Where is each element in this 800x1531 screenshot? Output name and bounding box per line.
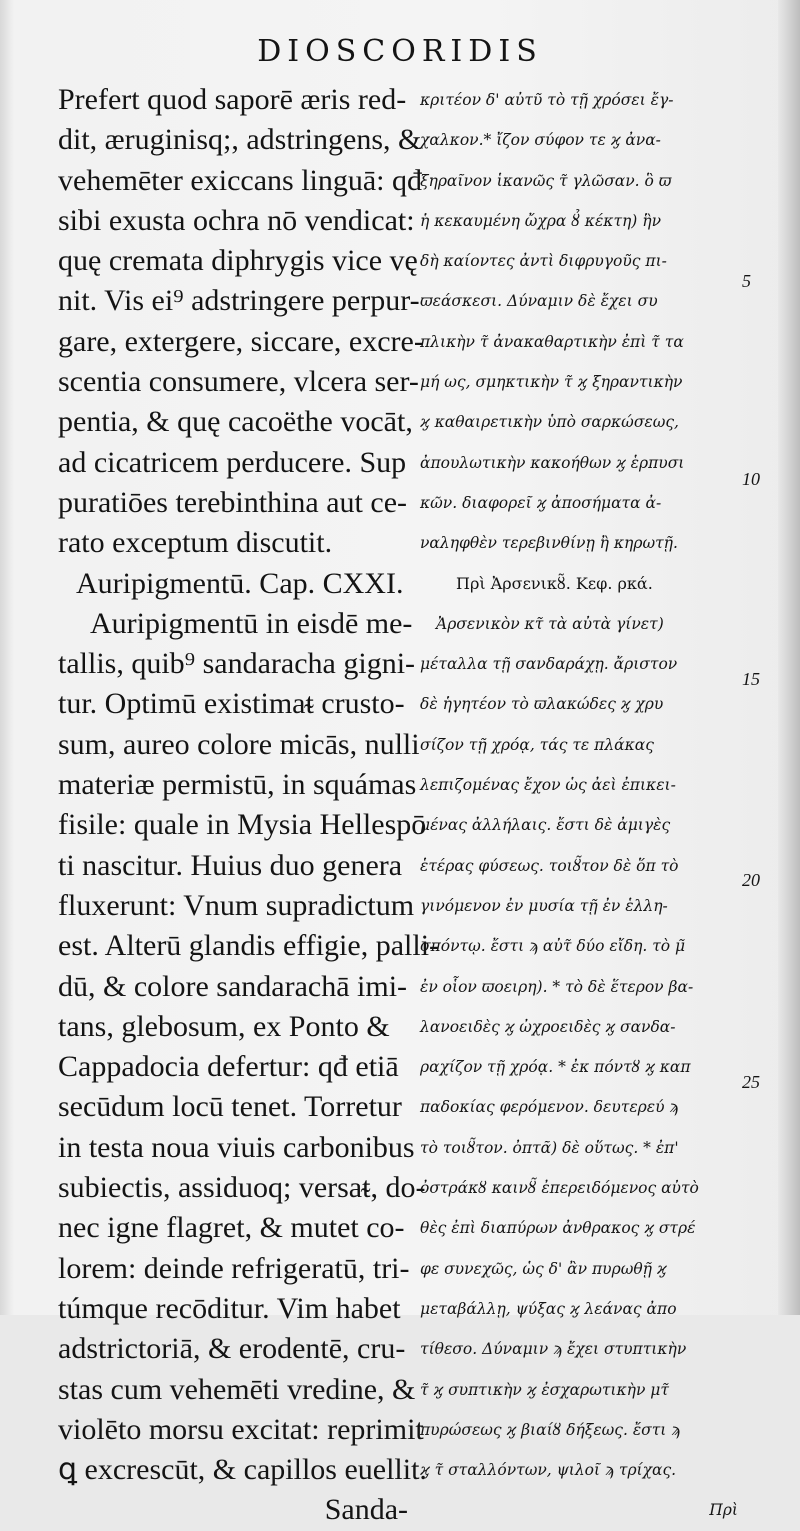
latin-line: Prefert quod saporē æris red- [58,83,407,116]
greek-line: λεπιζομένας ἔχον ὡς ἀεὶ ἐπικει- [420,776,676,795]
latin-line: scentia consumere, vlcera ser- [58,365,419,399]
latin-line: materiæ permistū, in squámas [58,768,417,802]
latin-line: dū, & colore sandarachā imi- [58,969,408,1003]
latin-line: tans, glebosum, ex Ponto & [58,1009,390,1043]
greek-line: φε συνεχῶς, ὡς δ' ἂν πυρωθῇ ϗ [420,1259,667,1278]
greek-line: ϗ τ̃ σταλλόντων, ψιλοῖ ϡ τρίχας. [420,1461,677,1480]
greek-line: ἑτέρας φύσεως. τοιȣ̃τον δὲ ὅπ τὸ [420,856,679,875]
line-number: 25 [742,1072,760,1092]
latin-line: gare, extergere, siccare, excre- [58,324,424,358]
latin-line: nec igne flagret, & mutet co- [58,1211,405,1245]
latin-line: rato exceptum discutit. [58,526,333,560]
latin-line: ꝗ excrescūt, & capillos euellit. [58,1453,427,1487]
chapter-heading: Auripigmentū. Cap. CXXI. [76,566,404,600]
greek-line: τίθεσο. Δύναμιν ϡ ἔχει στυπτικὴν [420,1340,687,1359]
latin-line: Auripigmentū in eisdē me- [90,606,413,640]
greek-line: πλικὴν τ̃ ἀνακαθαρτικὴν ἐπὶ τ̃ τα [420,332,684,351]
greek-line: χαλκον.* ἴζον σύφον τε ϗ ἀνα- [420,131,661,150]
greek-line: ναληφθὲν τερεβινθίνῃ ἢ κηρωτῇ. [420,534,678,553]
greek-line: δὲ ἡγητέον τὸ ϖλακώδες ϗ χρυ [420,695,664,714]
latin-line: quę cremata diphrygis vice vę [58,244,418,278]
greek-line: λανοειδὲς ϗ ὠχροειδὲς ϗ σανδα- [420,1017,676,1036]
greek-line: μένας ἀλλήλαις. ἔστι δὲ ἀμιγὲς [420,816,671,835]
greek-line: ξηραῖνον ἱκανῶς τ̃ γλῶσαν. ὃ ϖ [420,171,672,190]
latin-line: violēto morsu excitat: reprimit [58,1412,424,1446]
greek-line: θὲς ἐπὶ διαπύρων ἀνθρακος ϗ στρέ [420,1219,696,1238]
line-number: 20 [742,870,760,890]
latin-line: adstrictoriā, & erodentē, cru- [58,1332,406,1366]
greek-line: ἐν οἷον ϖοειρη). * τὸ δὲ ἕτερον βα- [420,977,694,996]
greek-line: πυρώσεως ϗ βιαίȣ δήξεως. ἔστι ϡ [420,1420,681,1439]
greek-line: τ̃ ϗ συπτικὴν ϗ ἐσχαρωτικὴν μτ̃ [420,1380,669,1399]
greek-line: ραχίζον τῇ χρόᾳ. * ἐκ πόντȣ ϗ καπ [420,1058,691,1077]
line-number: 10 [742,469,760,489]
greek-line: Πρὶ [709,1501,738,1520]
latin-line: fluxerunt: Vnum supradictum [58,888,415,922]
chapter-heading-greek: Πρὶ Ἀρσενικȣ̃. Κεφ. ρκά. [456,573,653,593]
latin-line: Cappadocia defertur: qđ etiā [58,1050,399,1084]
latin-line: ti nascitur. Huius duo genera [58,848,403,882]
greek-line: ἡ κεκαυμένη ὤχρα ȣ̉ κέκτη) ἣν [420,211,661,230]
latin-line: ad cicatricem perducere. Sup [58,445,407,479]
greek-line: κῶν. διαφορεῖ ϗ ἀποσήματα ἀ- [420,493,662,512]
greek-column [420,80,738,1531]
latin-line: pentia, & quę cacoëthe vocāt, [58,405,413,439]
latin-line: sum, aureo colore micās, nulli [58,727,420,761]
latin-line: subiectis, assiduoq; versaᵵ, do- [58,1171,426,1205]
page-edge [778,0,800,1315]
greek-line: Ἀρσενικὸν κτ̃ τὰ αὐτὰ γίνετ) [436,614,664,633]
latin-line: tallis, quib⁹ sandaracha gigni- [58,647,416,681]
greek-line: ϗ καθαιρετικὴν ὑπὸ σαρκώσεως, [420,413,679,432]
latin-line: túmque recōditur. Vim habet [58,1291,401,1325]
greek-line: σπόντῳ. ἔστι ϡ αὐτ̃ δύο εἴδη. τὸ μ̃ [420,937,686,956]
greek-line: κριτέον δ' αὐτῦ τὸ τῇ χρόσει ἔγ- [420,91,674,109]
latin-line: secūdum locū tenet. Torretur [58,1090,402,1124]
running-header: DIOSCORIDIS [257,34,543,69]
latin-line: in testa noua viuis carbonibus [58,1130,415,1164]
latin-line: tur. Optimū existimaᵵ crusto- [58,687,405,721]
greek-line: ϖεάσκεσι. Δύναμιν δὲ ἔχει συ [420,292,658,311]
latin-line: fisile: quale in Mysia Hellespō [58,808,427,842]
greek-line: δὴ καίοντες ἀντὶ διφρυγοῦς πι- [420,252,667,271]
latin-line: puratiōes terebinthina aut ce- [58,485,408,519]
latin-line: lorem: deinde refrigeratū, tri- [58,1251,410,1285]
latin-line: stas cum vehemēti vredine, & [58,1372,416,1406]
greek-line: ὀστράκȣ καινȣ̃ ἐπερειδόμενος αὐτὸ [420,1179,699,1198]
latin-line: Sanda- [324,1493,408,1527]
latin-line: vehemēter exiccans linguā: qđ [58,163,423,197]
latin-line: sibi exusta ochra nō vendicat: [58,203,415,237]
latin-line: dit, æruginisq;, adstringens, & [58,123,422,157]
latin-column [58,80,440,1531]
line-number: 15 [742,669,760,689]
greek-line: ἀπουλωτικὴν κακοήθων ϗ ἑρπυσι [420,453,685,472]
greek-line: παδοκίας φερόμενον. δευτερεύ ϡ [420,1098,679,1117]
greek-line: μή ως, σμηκτικὴν τ̃ ϗ ξηραντικὴν [420,373,683,392]
greek-line: μέταλλα τῇ σανδαράχῃ. ἄριστον [420,655,678,674]
line-number: 5 [742,271,751,291]
latin-line: est. Alterū glandis effigie, palli- [58,929,440,963]
greek-line: μεταβάλλῃ, ψύξας ϗ λεάνας ἀπο [420,1299,677,1318]
greek-line: σίζον τῇ χρόᾳ, τάς τε πλάκας [420,735,654,754]
latin-line: nit. Vis ei⁹ adstringere perpur- [58,284,420,318]
greek-line: τὸ τοιȣ̃τον. ὀπτᾶ) δὲ οὕτως. * ἐπ' [420,1138,679,1157]
greek-line: γινόμενον ἐν μυσία τῇ ἐν ἑλλη- [420,896,668,915]
